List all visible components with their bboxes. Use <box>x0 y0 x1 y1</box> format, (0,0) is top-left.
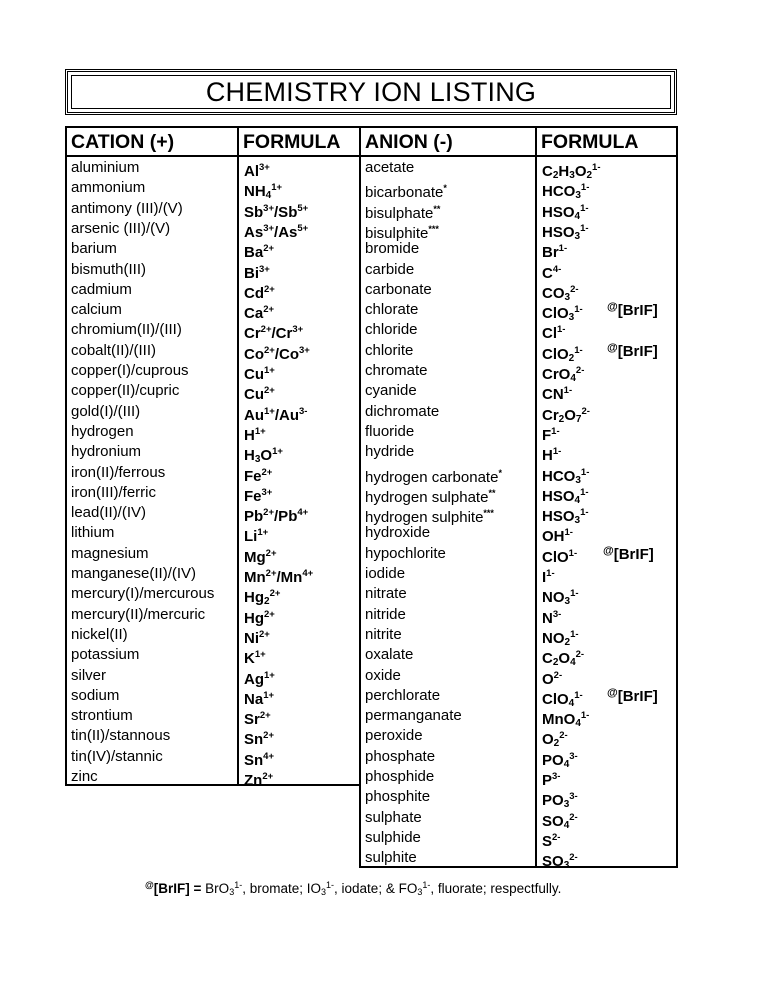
anion-name-text: sulphate <box>365 808 422 826</box>
anion-footnote-mark: *** <box>483 508 494 519</box>
cation-name <box>67 219 170 239</box>
cation-name-text: hydrogen <box>71 422 134 440</box>
anion-name-text: permanganate <box>365 707 462 725</box>
cation-formula: $Li^{1+}$ <box>244 527 269 546</box>
anion-name <box>361 199 441 222</box>
cation-name-text: arsenic (III)/(V) <box>71 219 171 237</box>
cation-name-text: ammonium <box>71 179 146 197</box>
cation-formula: $Co^{2+}/Co^{3+}$ <box>244 344 310 363</box>
cation-name <box>67 442 141 462</box>
cation-formula: $Hg_2^{2+}$ <box>244 588 281 608</box>
cation-name <box>67 686 119 706</box>
anion-name-text: nitride <box>365 605 406 623</box>
anion-name <box>361 402 439 422</box>
anion-name <box>361 584 407 604</box>
anion-formula: ClO$_4^{1-}$ <box>542 689 583 709</box>
page-title: CHEMISTRY ION LISTING <box>205 76 537 107</box>
anion-divider <box>535 128 537 866</box>
anion-name-text: cyanide <box>365 382 417 400</box>
anion-formula: $HSO_4^{1-}$ <box>542 486 589 506</box>
cation-name <box>67 605 205 625</box>
anion-name-text: hydroxide <box>365 524 431 542</box>
cation-formula: $Ca^{2+}$ <box>244 304 275 323</box>
cation-formula: $Sn^{4+}$ <box>244 750 275 769</box>
cation-formula: $Cu^{1+}$ <box>244 365 275 383</box>
anion-name <box>361 686 440 706</box>
cation-name-text: lithium <box>71 524 115 542</box>
cation-name-text: mercury(II)/mercuric <box>71 605 206 623</box>
anion-name <box>361 848 417 868</box>
cation-formula: $H_3O^{1+}$ <box>244 446 283 466</box>
cation-name <box>67 747 163 767</box>
anion-footnote-mark: ** <box>433 203 441 214</box>
anion-name-text: nitrite <box>365 625 402 643</box>
anion-name-text: oxalate <box>365 646 414 664</box>
cation-name <box>67 341 156 361</box>
anion-name <box>361 158 414 178</box>
anion-name-text: oxide <box>365 666 401 684</box>
anion-header: ANION (-) <box>361 128 537 157</box>
cation-name-text: potassium <box>71 646 140 664</box>
cation-name <box>67 584 214 604</box>
anion-name <box>361 260 414 280</box>
anion-name <box>361 300 418 320</box>
anion-formula: ClO$_3^{1-}$ <box>542 304 583 324</box>
cation-header: CATION (+) <box>67 128 239 157</box>
anion-name-text: iodide <box>365 565 406 582</box>
anion-name-text: hydrogen sulphate <box>365 488 489 506</box>
cation-name <box>67 645 139 665</box>
anion-name-text: sulphide <box>365 828 421 846</box>
cation-name <box>67 544 149 564</box>
cation-formula: $Pb^{2+}/Pb^{4+}$ <box>244 507 309 526</box>
anion-name <box>361 787 430 807</box>
anion-formula: $N^{3-}$ <box>542 608 562 627</box>
anion-name <box>361 523 430 543</box>
anion-name <box>361 442 414 462</box>
anion-formula: $HSO_3^{1-}$ <box>542 222 589 242</box>
anion-name-text: phosphite <box>365 788 431 806</box>
anion-name <box>361 239 419 259</box>
anion-formula: $C_2H_3O_2^{1-}$ <box>542 162 601 181</box>
anion-brif-tag: @[BrIF] <box>607 301 658 320</box>
cation-name <box>67 280 132 300</box>
anion-name-text: chromate <box>365 362 428 379</box>
anion-name-text: bromide <box>365 240 420 258</box>
cation-name <box>67 381 179 401</box>
cation-name <box>67 239 117 259</box>
cation-name-text: chromium(II)/(III) <box>71 321 182 339</box>
anion-formula: $C_2O_4^{2-}$ <box>542 649 585 669</box>
cation-name <box>67 564 196 584</box>
cation-name <box>67 463 165 483</box>
cation-name-text: nickel(II) <box>71 625 128 643</box>
anion-name <box>361 178 447 202</box>
anion-name <box>361 463 502 486</box>
anion-footnote-mark: * <box>498 467 502 478</box>
cation-formula: $Mn^{2+}/Mn^{4+}$ <box>244 568 314 586</box>
cation-name <box>67 320 182 340</box>
anion-name-text: acetate <box>365 159 415 176</box>
anion-name <box>361 361 428 381</box>
anion-formula-header: FORMULA <box>537 128 677 157</box>
anion-formula: $PO_3^{3-}$ <box>542 791 578 811</box>
anion-formula: ClO$_2^{1-}$ <box>542 344 583 364</box>
anion-name <box>361 605 406 625</box>
anion-formula: $NO_3^{1-}$ <box>542 588 579 608</box>
anion-formula: $I^{1-}$ <box>542 568 555 586</box>
cation-formula: $Cu^{2+}$ <box>244 385 275 404</box>
anion-table <box>359 126 678 872</box>
cation-name-text: gold(I)/(III) <box>71 402 141 420</box>
cation-name <box>67 666 106 686</box>
anion-formula: $HSO_3^{1-}$ <box>542 507 589 527</box>
anion-name <box>361 828 421 848</box>
cation-formula: $Ag^{1+}$ <box>244 669 275 688</box>
cation-formula: $Cr^{2+}/Cr^{3+}$ <box>244 324 304 343</box>
anion-formula: $O^{2-}$ <box>542 669 563 688</box>
anion-name-text: hydrogen carbonate <box>365 468 499 486</box>
cation-formula: $Fe^{2+}$ <box>244 466 273 485</box>
cation-formula: $Fe^{3+}$ <box>244 486 273 505</box>
anion-name-text: carbonate <box>365 280 432 298</box>
anion-formula: $CN^{1-}$ <box>542 385 573 404</box>
cation-name-text: antimony (III)/(V) <box>71 199 183 217</box>
cation-formula: $Sn^{2+}$ <box>244 730 275 749</box>
anion-name-text: hydride <box>365 443 415 461</box>
anion-name <box>361 625 402 645</box>
cation-name <box>67 503 146 523</box>
anion-formula: $Br^{1-}$ <box>542 243 568 262</box>
anion-name-text: phosphate <box>365 747 436 765</box>
cation-formula: $Sb^{3+}/Sb^{5+}$ <box>244 202 309 221</box>
cation-formula: $As^{3+}/As^{5+}$ <box>244 222 309 241</box>
cation-name-text: mercury(I)/mercurous <box>71 585 215 603</box>
anion-formula: $PO_4^{3-}$ <box>542 750 578 770</box>
anion-formula: $NO_2^{1-}$ <box>542 628 579 648</box>
anion-name-text: chlorate <box>365 301 419 319</box>
cation-name <box>67 178 145 198</box>
cation-name <box>67 767 98 787</box>
anion-name-text: hydrogen sulphite <box>365 509 484 527</box>
anion-name <box>361 726 423 746</box>
anion-formula: $Cl^{1-}$ <box>542 324 566 343</box>
cation-formula: $Hg^{2+}$ <box>244 608 275 627</box>
anion-formula: $CO_3^{2-}$ <box>542 283 579 303</box>
cation-name-text: magnesium <box>71 544 149 562</box>
anion-name <box>361 666 401 686</box>
anion-name <box>361 645 413 665</box>
cation-name <box>67 260 146 280</box>
cation-formula: $Ni^{2+}$ <box>244 628 270 647</box>
cation-formula: $H^{1+}$ <box>244 425 266 444</box>
cation-name-text: calcium <box>71 301 122 319</box>
anion-formula: $SO_4^{2-}$ <box>542 811 578 831</box>
cation-name <box>67 625 128 645</box>
anion-name <box>361 381 417 401</box>
cation-name <box>67 300 122 320</box>
title-box <box>65 69 677 115</box>
anion-formula: $H^{1-}$ <box>542 446 562 465</box>
cation-name-text: copper(I)/cuprous <box>71 362 189 379</box>
cation-name-text: cadmium <box>71 280 132 298</box>
anion-name <box>361 483 496 506</box>
anion-name-text: carbide <box>365 260 415 278</box>
cation-name-text: copper(II)/cupric <box>71 382 180 400</box>
anion-formula: $P^{3-}$ <box>542 771 561 789</box>
anion-formula: $S^{2-}$ <box>542 831 561 850</box>
cation-name-text: tin(IV)/stannic <box>71 747 163 765</box>
anion-footnote-mark: ** <box>488 487 496 498</box>
cation-formula-header: FORMULA <box>239 128 359 157</box>
cation-name <box>67 726 170 746</box>
cation-name-text: bismuth(III) <box>71 260 147 278</box>
anion-formula: $HCO_3^{1-}$ <box>542 182 590 202</box>
cation-name-text: manganese(II)/(IV) <box>71 565 197 582</box>
anion-name <box>361 767 434 787</box>
anion-formula: $HCO_3^{1-}$ <box>542 466 590 486</box>
anion-brif-tag: @[BrIF] <box>607 341 658 360</box>
cation-name <box>67 402 140 422</box>
cation-formula: $Na^{1+}$ <box>244 689 275 708</box>
cation-name <box>67 706 133 726</box>
cation-name-text: strontium <box>71 707 133 725</box>
anion-name <box>361 280 432 300</box>
anion-brif-tag: @[BrIF] <box>607 686 658 705</box>
cation-name <box>67 422 134 442</box>
anion-name-text: hypochlorite <box>365 544 446 562</box>
cation-name-text: barium <box>71 240 117 258</box>
cation-table <box>65 126 361 789</box>
anion-name-text: dichromate <box>365 402 440 420</box>
anion-name <box>361 503 494 527</box>
anion-name <box>361 219 439 242</box>
anion-footnote-mark: *** <box>428 223 439 234</box>
anion-formula: ClO$^{1-}$ <box>542 547 578 566</box>
anion-formula: $C^{4-}$ <box>542 263 562 282</box>
cation-formula: $Zn^{2+}$ <box>244 771 274 789</box>
cation-name <box>67 523 114 543</box>
anion-footnote-mark: * <box>443 183 447 194</box>
cation-divider <box>237 128 239 784</box>
cation-formula: $Bi^{3+}$ <box>244 263 270 282</box>
footnote: @[BrIF] = $BrO3^{1-}$, bromate; $IO3^{1-}$, iodate; & $FO3^{1-}$, fluorate; respectfully. <box>145 880 562 897</box>
anion-name-text: bisulphate <box>365 204 434 222</box>
anion-name <box>361 808 422 828</box>
cation-name <box>67 158 139 178</box>
cation-name-text: iron(III)/ferric <box>71 483 157 501</box>
cation-name-text: silver <box>71 666 107 684</box>
anion-name-text: nitrate <box>365 585 407 603</box>
anion-name-text: bisulphite <box>365 224 429 242</box>
cation-name-text: tin(II)/stannous <box>71 727 171 745</box>
anion-name-text: sulphite <box>365 849 417 867</box>
cation-formula: $K^{1+}$ <box>244 649 266 668</box>
anion-name <box>361 341 413 361</box>
cation-name-text: iron(II)/ferrous <box>71 463 166 481</box>
cation-name-text: hydronium <box>71 443 142 461</box>
cation-name-text: sodium <box>71 686 120 704</box>
anion-formula: $F^{1-}$ <box>542 425 560 444</box>
title-box-inner <box>71 75 671 109</box>
anion-name-text: chlorite <box>365 341 414 359</box>
cation-name <box>67 361 189 381</box>
cation-formula: $Mg^{2+}$ <box>244 547 277 566</box>
cation-formula: $Sr^{2+}$ <box>244 710 271 729</box>
anion-name <box>361 320 418 340</box>
anion-name <box>361 706 462 726</box>
cation-formula: $Au^{1+}/Au^{3-}$ <box>244 405 308 424</box>
anion-name <box>361 422 414 442</box>
anion-name-text: perchlorate <box>365 686 441 704</box>
anion-name <box>361 564 405 584</box>
cation-name <box>67 483 156 503</box>
anion-name-text: peroxide <box>365 727 423 745</box>
cation-formula: $Al^{3+}$ <box>244 162 270 180</box>
anion-name-text: phosphide <box>365 768 435 785</box>
cation-formula: $NH_4^{1+}$ <box>244 182 283 202</box>
anion-formula: $O_2^{2-}$ <box>542 730 568 750</box>
anion-formula: CrO$_4^{2-}$ <box>542 365 585 384</box>
anion-name <box>361 747 435 767</box>
anion-brif-tag: @[BrIF] <box>603 544 654 563</box>
anion-formula: $HSO_4^{1-}$ <box>542 202 589 222</box>
anion-formula: $OH^{1-}$ <box>542 527 573 546</box>
anion-formula: $Cr_2O_7^{2-}$ <box>542 405 590 425</box>
cation-name-text: cobalt(II)/(III) <box>71 341 157 359</box>
anion-formula: MnO$_4^{1-}$ <box>542 710 590 730</box>
cation-formula: $Cd^{2+}$ <box>244 283 275 302</box>
anion-name-text: chloride <box>365 321 418 339</box>
cation-name-text: lead(II)/(IV) <box>71 504 147 522</box>
cation-name <box>67 199 183 219</box>
anion-name <box>361 544 446 564</box>
cation-formula: $Ba^{2+}$ <box>244 243 275 262</box>
anion-name-text: fluoride <box>365 422 415 440</box>
cation-name-text: aluminium <box>71 159 140 176</box>
anion-formula: $SO_3^{2-}$ <box>542 852 578 872</box>
anion-name-text: bicarbonate <box>365 184 444 202</box>
cation-name-text: zinc <box>71 768 98 785</box>
